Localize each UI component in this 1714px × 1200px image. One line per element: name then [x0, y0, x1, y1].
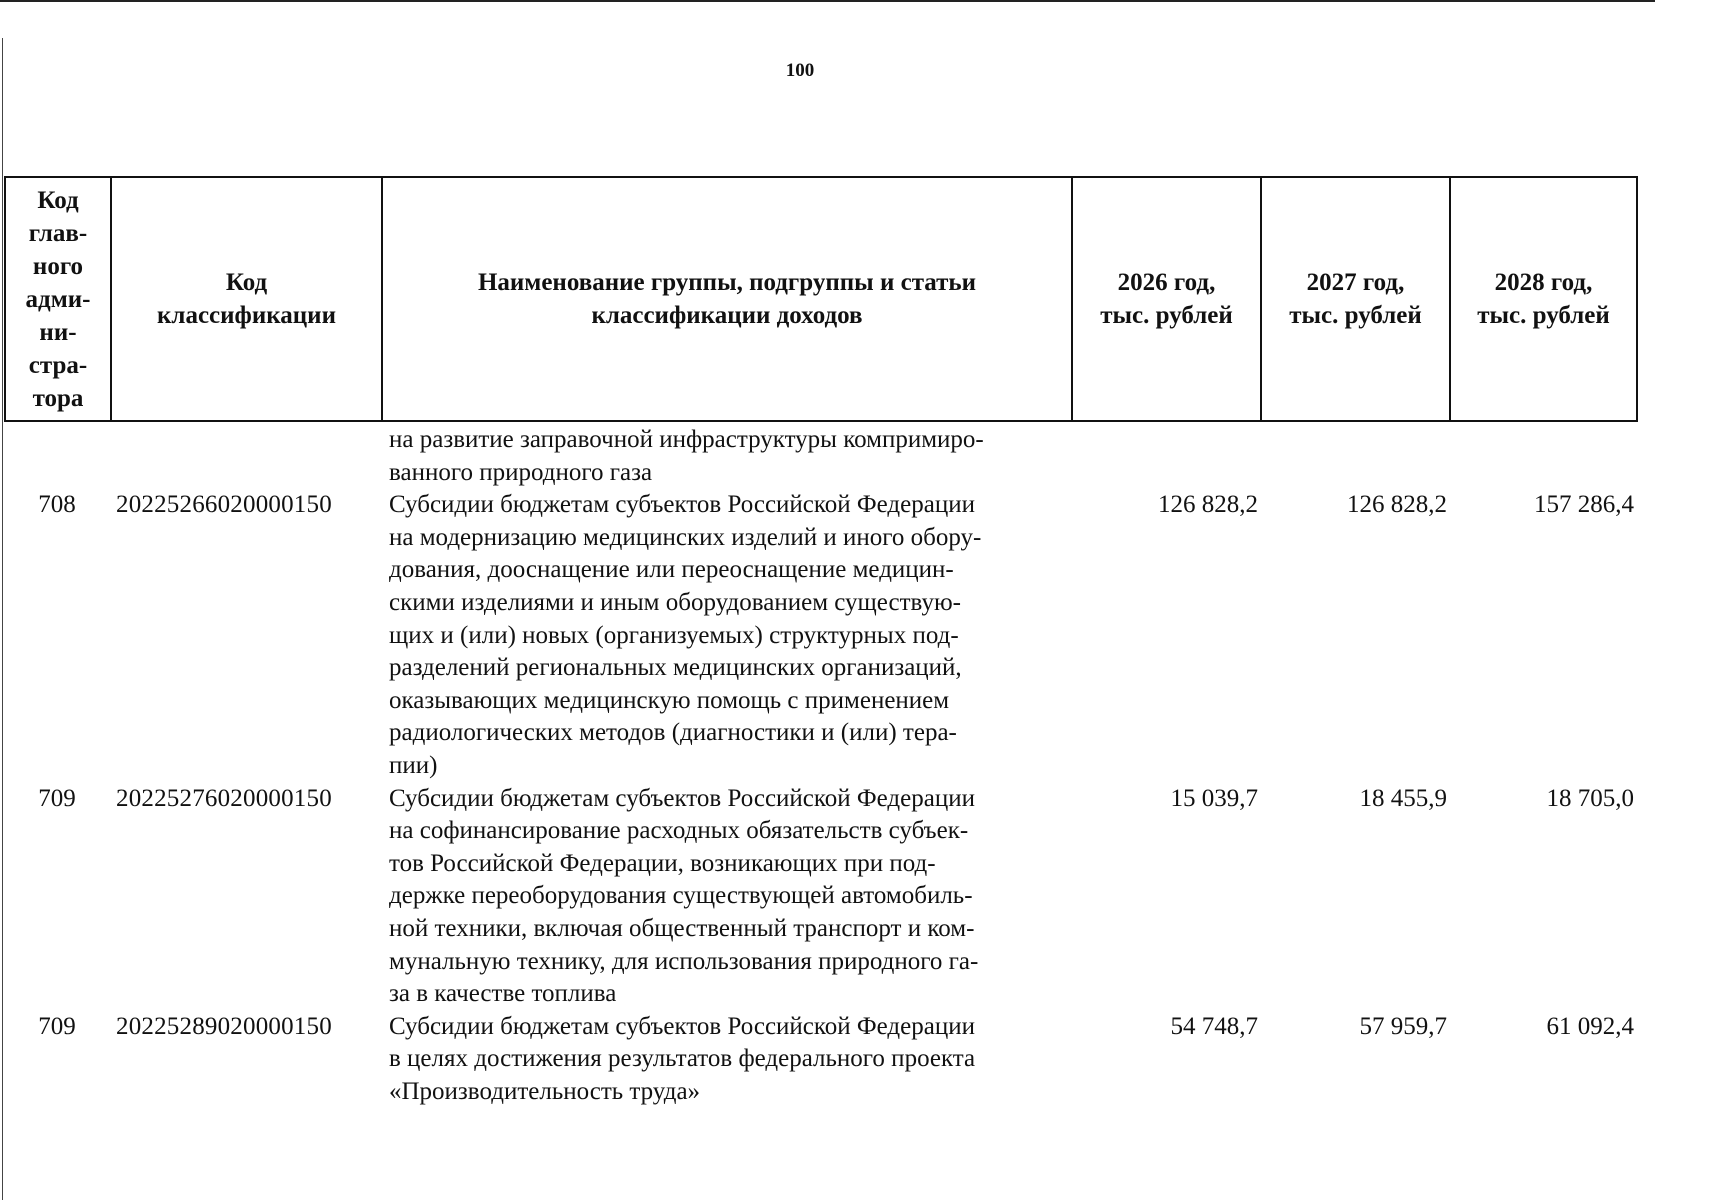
class-code-cell: 20225289020000150	[116, 1012, 332, 1040]
income-name-line: тов Российской Федерации, возникающих при под-	[389, 849, 936, 877]
value-2026-cell: 15 039,7	[1170, 784, 1258, 812]
income-name-line: пии)	[389, 751, 438, 779]
class-code-cell: 20225266020000150	[116, 491, 332, 519]
table-body	[4, 424, 1638, 1108]
income-name-cell	[381, 489, 1071, 782]
value-2027-cell: 126 828,2	[1347, 491, 1447, 519]
value-2028-cell: 157 286,4	[1534, 491, 1634, 519]
income-name-line: Субсидии бюджетам субъектов Российской Федерации	[389, 1012, 975, 1040]
income-name-line: Субсидии бюджетам субъектов Российской Федерации	[389, 491, 975, 519]
header-income-name: Наименование группы, подгруппы и статьи классификации доходов	[383, 178, 1073, 420]
value-2026-cell: 126 828,2	[1158, 491, 1258, 519]
income-name-line: ванного природного газа	[389, 458, 653, 486]
income-name-line: оказывающих медицинскую помощь с применением	[389, 686, 950, 714]
income-name-line: ной техники, включая общественный транспорт и ком-	[389, 914, 975, 942]
header-year-2027: 2027 год, тыс. рублей	[1262, 178, 1451, 420]
table-header	[4, 176, 1638, 422]
table-row	[4, 783, 1638, 1011]
income-name-line: мунальную технику, для использования природного га-	[389, 947, 979, 975]
income-name-cell	[381, 1011, 1071, 1109]
scan-border-left	[2, 38, 3, 1200]
header-year-2028: 2028 год, тыс. рублей	[1477, 269, 1610, 329]
value-2028-cell: 18 705,0	[1546, 784, 1634, 812]
admin-code-cell: 709	[38, 1012, 76, 1040]
income-name-line: дования, дооснащение или переоснащение медицин-	[389, 556, 954, 584]
income-name-line: Субсидии бюджетам субъектов Российской Федерации	[389, 784, 975, 812]
header-admin-code: Код глав- ного адми- ни- стра- тора	[6, 178, 112, 420]
value-2026-cell: 54 748,7	[1170, 1012, 1258, 1040]
value-2027-cell: 18 455,9	[1359, 784, 1447, 812]
income-name-line: за в качестве топлива	[389, 980, 617, 1008]
income-name-line: держке переоборудования существующей автомобиль-	[389, 882, 973, 910]
header-class-code: Код классификации	[112, 178, 383, 420]
income-name-line: радиологических методов (диагностики и (или) тера-	[389, 719, 957, 747]
table-row	[4, 1011, 1638, 1109]
scan-border-top	[0, 0, 1655, 2]
income-name-cell	[381, 783, 1071, 1011]
table-row	[4, 424, 1638, 489]
class-code-cell: 20225276020000150	[116, 784, 332, 812]
admin-code-cell: 709	[38, 784, 76, 812]
page-number: 100	[785, 60, 815, 81]
income-name-line: разделений региональных медицинских организаций,	[389, 654, 962, 682]
income-name-line: «Производительность труда»	[389, 1077, 701, 1105]
table-row	[4, 489, 1638, 782]
income-name-line: скими изделиями и иным оборудованием существую-	[389, 588, 961, 616]
value-2027-cell: 57 959,7	[1359, 1012, 1447, 1040]
value-2028-cell: 61 092,4	[1546, 1012, 1634, 1040]
income-name-line: в целях достижения результатов федерального проекта	[389, 1045, 976, 1073]
income-name-line: на развитие заправочной инфраструктуры компримиро-	[389, 426, 984, 453]
header-year-2026: 2026 год, тыс. рублей	[1073, 178, 1262, 420]
admin-code-cell: 708	[38, 491, 76, 519]
income-name-cell	[381, 424, 1071, 489]
income-name-line: щих и (или) новых (организуемых) структурных под-	[389, 621, 959, 649]
income-name-line: на модернизацию медицинских изделий и иного обору-	[389, 523, 982, 551]
income-name-line: на софинансирование расходных обязательств субъек-	[389, 817, 969, 845]
